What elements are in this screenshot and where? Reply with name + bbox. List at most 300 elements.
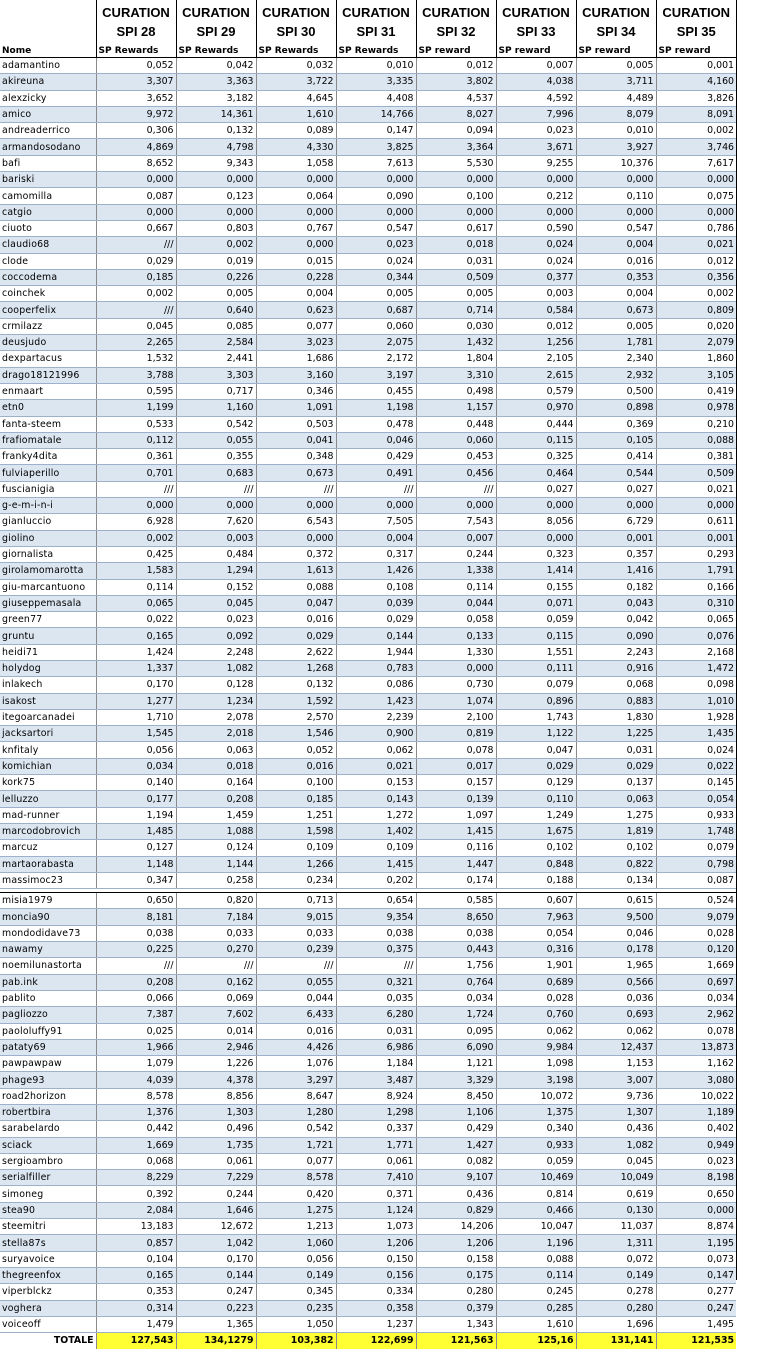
value-cell[interactable]: 8,578 <box>256 1170 336 1186</box>
value-cell[interactable]: 0,185 <box>256 791 336 807</box>
value-cell[interactable]: 1,199 <box>96 400 176 416</box>
value-cell[interactable]: 0,032 <box>256 58 336 74</box>
value-cell[interactable]: 0,000 <box>256 237 336 253</box>
value-cell[interactable]: 7,505 <box>336 514 416 530</box>
value-cell[interactable]: 4,038 <box>496 74 576 90</box>
value-cell[interactable]: 0,024 <box>656 742 736 758</box>
value-cell[interactable]: 3,825 <box>336 139 416 155</box>
user-name-cell[interactable]: etn0 <box>0 400 96 416</box>
value-cell[interactable]: 0,137 <box>576 775 656 791</box>
value-cell[interactable]: 2,265 <box>96 335 176 351</box>
value-cell[interactable]: 8,056 <box>496 514 576 530</box>
value-cell[interactable]: 0,019 <box>176 253 256 269</box>
total-cell[interactable]: 121,535 <box>656 1333 736 1349</box>
value-cell[interactable]: 0,028 <box>656 925 736 941</box>
user-name-cell[interactable]: road2horizon <box>0 1088 96 1104</box>
value-cell[interactable]: 0,547 <box>336 220 416 236</box>
value-cell[interactable]: 0,130 <box>576 1202 656 1218</box>
value-cell[interactable]: 0,031 <box>416 253 496 269</box>
value-cell[interactable]: 0,544 <box>576 465 656 481</box>
user-name-cell[interactable]: camomilla <box>0 188 96 204</box>
user-name-cell[interactable]: suryavoice <box>0 1251 96 1267</box>
value-cell[interactable]: 0,000 <box>656 1202 736 1218</box>
value-cell[interactable]: 0,000 <box>496 530 576 546</box>
value-cell[interactable]: 0,002 <box>176 237 256 253</box>
value-cell[interactable]: 0,021 <box>656 237 736 253</box>
total-cell[interactable]: 121,563 <box>416 1333 496 1349</box>
value-cell[interactable]: 0,012 <box>496 318 576 334</box>
value-cell[interactable]: 0,683 <box>176 465 256 481</box>
value-cell[interactable]: 0,453 <box>416 449 496 465</box>
value-cell[interactable]: 0,043 <box>576 595 656 611</box>
value-cell[interactable]: 0,023 <box>496 123 576 139</box>
value-cell[interactable]: 0,005 <box>416 286 496 302</box>
user-name-cell[interactable]: massimoc23 <box>0 872 96 888</box>
value-cell[interactable]: 0,185 <box>96 269 176 285</box>
value-cell[interactable]: 1,376 <box>96 1105 176 1121</box>
user-name-cell[interactable]: fulviaperillo <box>0 465 96 481</box>
value-cell[interactable]: 0,247 <box>176 1284 256 1300</box>
value-cell[interactable]: 0,819 <box>416 726 496 742</box>
value-cell[interactable]: 4,408 <box>336 90 416 106</box>
value-cell[interactable]: 1,532 <box>96 351 176 367</box>
value-cell[interactable]: 8,650 <box>416 909 496 925</box>
value-cell[interactable]: 0,000 <box>656 172 736 188</box>
value-cell[interactable]: 0,116 <box>416 840 496 856</box>
value-cell[interactable]: 1,144 <box>176 856 256 872</box>
user-name-cell[interactable]: robertbira <box>0 1105 96 1121</box>
value-cell[interactable]: 0,000 <box>256 498 336 514</box>
value-cell[interactable]: 0,355 <box>176 449 256 465</box>
value-cell[interactable]: /// <box>96 302 176 318</box>
value-cell[interactable]: 3,363 <box>176 74 256 90</box>
value-cell[interactable]: 0,060 <box>336 318 416 334</box>
value-cell[interactable]: 0,000 <box>256 172 336 188</box>
value-cell[interactable]: 1,198 <box>336 400 416 416</box>
value-cell[interactable]: 0,239 <box>256 942 336 958</box>
value-cell[interactable]: 3,297 <box>256 1072 336 1088</box>
value-cell[interactable]: 0,002 <box>96 530 176 546</box>
user-name-cell[interactable]: lelluzzo <box>0 791 96 807</box>
user-name-cell[interactable]: clode <box>0 253 96 269</box>
value-cell[interactable]: 0,697 <box>656 974 736 990</box>
value-cell[interactable]: 0,068 <box>96 1153 176 1169</box>
value-cell[interactable]: 0,078 <box>416 742 496 758</box>
value-cell[interactable]: 0,689 <box>496 974 576 990</box>
value-cell[interactable]: 2,084 <box>96 1202 176 1218</box>
value-cell[interactable]: 0,000 <box>336 172 416 188</box>
value-cell[interactable]: 0,123 <box>176 188 256 204</box>
value-cell[interactable]: 0,478 <box>336 416 416 432</box>
value-cell[interactable]: 0,667 <box>96 220 176 236</box>
user-name-cell[interactable]: serialfiller <box>0 1170 96 1186</box>
value-cell[interactable]: 0,033 <box>256 925 336 941</box>
value-cell[interactable]: 0,717 <box>176 383 256 399</box>
value-cell[interactable]: 0,377 <box>496 269 576 285</box>
value-cell[interactable]: 0,414 <box>576 449 656 465</box>
value-cell[interactable]: 0,673 <box>256 465 336 481</box>
value-cell[interactable]: 0,166 <box>656 579 736 595</box>
value-cell[interactable]: 0,027 <box>496 481 576 497</box>
value-cell[interactable]: 0,022 <box>96 612 176 628</box>
value-cell[interactable]: 0,005 <box>336 286 416 302</box>
value-cell[interactable]: 0,038 <box>336 925 416 941</box>
value-cell[interactable]: 0,005 <box>176 286 256 302</box>
value-cell[interactable]: 1,485 <box>96 823 176 839</box>
value-cell[interactable]: 0,102 <box>496 840 576 856</box>
value-cell[interactable]: 0,280 <box>576 1300 656 1316</box>
value-cell[interactable]: 0,687 <box>336 302 416 318</box>
value-cell[interactable]: 0,042 <box>576 612 656 628</box>
value-cell[interactable]: 0,005 <box>576 318 656 334</box>
value-cell[interactable]: 0,041 <box>256 432 336 448</box>
column-title[interactable]: CURATION SPI 35 <box>656 0 736 45</box>
value-cell[interactable]: 0,088 <box>496 1251 576 1267</box>
value-cell[interactable]: 2,239 <box>336 709 416 725</box>
value-cell[interactable]: 1,338 <box>416 563 496 579</box>
value-cell[interactable]: 0,066 <box>96 990 176 1006</box>
value-cell[interactable]: 0,425 <box>96 546 176 562</box>
value-cell[interactable]: 0,337 <box>336 1121 416 1137</box>
value-cell[interactable]: 0,228 <box>256 269 336 285</box>
value-cell[interactable]: 0,077 <box>256 318 336 334</box>
user-name-cell[interactable]: franky4dita <box>0 449 96 465</box>
value-cell[interactable]: 1,592 <box>256 693 336 709</box>
value-cell[interactable]: 1,432 <box>416 335 496 351</box>
value-cell[interactable]: 0,566 <box>576 974 656 990</box>
value-cell[interactable]: /// <box>96 481 176 497</box>
value-cell[interactable]: 0,046 <box>576 925 656 941</box>
value-cell[interactable]: 7,410 <box>336 1170 416 1186</box>
value-cell[interactable]: 3,105 <box>656 367 736 383</box>
user-name-cell[interactable]: kork75 <box>0 775 96 791</box>
value-cell[interactable]: 1,082 <box>176 660 256 676</box>
value-cell[interactable]: 0,132 <box>256 677 336 693</box>
value-cell[interactable]: 1,710 <box>96 709 176 725</box>
value-cell[interactable]: 0,381 <box>656 449 736 465</box>
user-name-cell[interactable]: steemitri <box>0 1219 96 1235</box>
value-cell[interactable]: 0,340 <box>496 1121 576 1137</box>
value-cell[interactable]: 0,034 <box>416 990 496 1006</box>
value-cell[interactable]: 1,551 <box>496 644 576 660</box>
value-cell[interactable]: 0,145 <box>656 775 736 791</box>
value-cell[interactable]: 0,595 <box>96 383 176 399</box>
value-cell[interactable]: 0,402 <box>656 1121 736 1137</box>
value-cell[interactable]: 7,184 <box>176 909 256 925</box>
value-cell[interactable]: 0,419 <box>656 383 736 399</box>
value-cell[interactable]: 0,090 <box>576 628 656 644</box>
value-cell[interactable]: 0,000 <box>256 204 336 220</box>
value-cell[interactable]: 0,134 <box>576 872 656 888</box>
value-cell[interactable]: 1,781 <box>576 335 656 351</box>
value-cell[interactable]: 0,031 <box>336 1023 416 1039</box>
value-cell[interactable]: 0,094 <box>416 123 496 139</box>
value-cell[interactable]: 0,623 <box>256 302 336 318</box>
value-cell[interactable]: 6,543 <box>256 514 336 530</box>
value-cell[interactable]: 0,420 <box>256 1186 336 1202</box>
value-cell[interactable]: 1,613 <box>256 563 336 579</box>
value-cell[interactable]: /// <box>256 481 336 497</box>
user-name-cell[interactable]: mad-runner <box>0 807 96 823</box>
value-cell[interactable]: 0,018 <box>416 237 496 253</box>
value-cell[interactable]: 9,500 <box>576 909 656 925</box>
value-cell[interactable]: 0,542 <box>256 1121 336 1137</box>
value-cell[interactable]: 1,721 <box>256 1137 336 1153</box>
value-cell[interactable]: 0,065 <box>96 595 176 611</box>
user-name-cell[interactable]: gruntu <box>0 628 96 644</box>
value-cell[interactable]: 0,114 <box>96 579 176 595</box>
value-cell[interactable]: 0,059 <box>496 612 576 628</box>
subheader-cell[interactable]: SP reward <box>656 45 736 58</box>
user-name-cell[interactable]: crmilazz <box>0 318 96 334</box>
value-cell[interactable]: 0,149 <box>576 1267 656 1283</box>
user-name-cell[interactable]: paololuffy91 <box>0 1023 96 1039</box>
user-name-cell[interactable]: viperblckz <box>0 1284 96 1300</box>
total-cell[interactable]: 122,699 <box>336 1333 416 1349</box>
value-cell[interactable]: 3,652 <box>96 90 176 106</box>
value-cell[interactable]: 0,129 <box>496 775 576 791</box>
value-cell[interactable]: 0,077 <box>256 1153 336 1169</box>
value-cell[interactable]: 0,029 <box>256 628 336 644</box>
value-cell[interactable]: 1,545 <box>96 726 176 742</box>
value-cell[interactable]: 0,004 <box>576 237 656 253</box>
value-cell[interactable]: 7,613 <box>336 155 416 171</box>
value-cell[interactable]: 1,965 <box>576 958 656 974</box>
value-cell[interactable]: /// <box>256 958 336 974</box>
value-cell[interactable]: 12,672 <box>176 1219 256 1235</box>
value-cell[interactable]: 0,147 <box>656 1267 736 1283</box>
value-cell[interactable]: 0,547 <box>576 220 656 236</box>
value-cell[interactable]: 1,646 <box>176 1202 256 1218</box>
value-cell[interactable]: 0,372 <box>256 546 336 562</box>
value-cell[interactable]: 0,033 <box>176 925 256 941</box>
value-cell[interactable]: 3,197 <box>336 367 416 383</box>
value-cell[interactable]: 0,114 <box>416 579 496 595</box>
user-name-cell[interactable]: drago18121996 <box>0 367 96 383</box>
value-cell[interactable]: 12,437 <box>576 1039 656 1055</box>
value-cell[interactable]: 0,065 <box>656 612 736 628</box>
user-name-cell[interactable]: nawamy <box>0 942 96 958</box>
value-cell[interactable]: 0,978 <box>656 400 736 416</box>
value-cell[interactable]: 0,323 <box>496 546 576 562</box>
user-name-cell[interactable]: sarabelardo <box>0 1121 96 1137</box>
value-cell[interactable]: 0,170 <box>96 677 176 693</box>
value-cell[interactable]: 1,804 <box>416 351 496 367</box>
value-cell[interactable]: 6,986 <box>336 1039 416 1055</box>
user-name-cell[interactable]: itegoarcanadei <box>0 709 96 725</box>
value-cell[interactable]: 0,524 <box>656 893 736 909</box>
user-name-cell[interactable]: armandosodano <box>0 139 96 155</box>
value-cell[interactable]: 0,002 <box>656 123 736 139</box>
value-cell[interactable]: 1,830 <box>576 709 656 725</box>
value-cell[interactable]: 0,000 <box>416 204 496 220</box>
value-cell[interactable]: 0,883 <box>576 693 656 709</box>
value-cell[interactable]: 0,144 <box>336 628 416 644</box>
value-cell[interactable]: 0,369 <box>576 416 656 432</box>
value-cell[interactable]: 0,000 <box>576 172 656 188</box>
value-cell[interactable]: 0,000 <box>416 498 496 514</box>
value-cell[interactable]: 0,071 <box>496 595 576 611</box>
value-cell[interactable]: 0,208 <box>176 791 256 807</box>
user-name-cell[interactable]: sergioambro <box>0 1153 96 1169</box>
value-cell[interactable]: 0,353 <box>576 269 656 285</box>
user-name-cell[interactable]: giuseppemasala <box>0 595 96 611</box>
value-cell[interactable]: 0,347 <box>96 872 176 888</box>
value-cell[interactable]: 9,015 <box>256 909 336 925</box>
value-cell[interactable]: 0,027 <box>576 481 656 497</box>
value-cell[interactable]: 0,088 <box>656 432 736 448</box>
column-title[interactable]: CURATION SPI 34 <box>576 0 656 45</box>
value-cell[interactable]: 2,615 <box>496 367 576 383</box>
value-cell[interactable]: 0,021 <box>656 481 736 497</box>
value-cell[interactable]: 0,436 <box>416 1186 496 1202</box>
value-cell[interactable]: 1,213 <box>256 1219 336 1235</box>
value-cell[interactable]: 0,108 <box>336 579 416 595</box>
value-cell[interactable]: 0,285 <box>496 1300 576 1316</box>
value-cell[interactable]: 0,021 <box>336 758 416 774</box>
value-cell[interactable]: 1,266 <box>256 856 336 872</box>
value-cell[interactable]: 0,764 <box>416 974 496 990</box>
value-cell[interactable]: 1,860 <box>656 351 736 367</box>
value-cell[interactable]: 4,798 <box>176 139 256 155</box>
value-cell[interactable]: 0,069 <box>176 990 256 1006</box>
value-cell[interactable]: 0,278 <box>576 1284 656 1300</box>
value-cell[interactable]: 0,464 <box>496 465 576 481</box>
value-cell[interactable]: 0,158 <box>416 1251 496 1267</box>
value-cell[interactable]: 6,090 <box>416 1039 496 1055</box>
value-cell[interactable]: 0,429 <box>336 449 416 465</box>
value-cell[interactable]: 1,402 <box>336 823 416 839</box>
value-cell[interactable]: 1,226 <box>176 1056 256 1072</box>
value-cell[interactable]: 0,730 <box>416 677 496 693</box>
value-cell[interactable]: 6,729 <box>576 514 656 530</box>
value-cell[interactable]: 0,024 <box>496 237 576 253</box>
value-cell[interactable]: 1,748 <box>656 823 736 839</box>
value-cell[interactable]: 0,016 <box>256 1023 336 1039</box>
value-cell[interactable]: 0,004 <box>256 286 336 302</box>
value-cell[interactable]: 0,104 <box>96 1251 176 1267</box>
value-cell[interactable]: 2,962 <box>656 1007 736 1023</box>
value-cell[interactable]: 0,896 <box>496 693 576 709</box>
value-cell[interactable]: 1,610 <box>256 106 336 122</box>
value-cell[interactable]: 2,105 <box>496 351 576 367</box>
value-cell[interactable]: 3,080 <box>656 1072 736 1088</box>
value-cell[interactable]: 0,110 <box>496 791 576 807</box>
value-cell[interactable]: 0,034 <box>656 990 736 1006</box>
value-cell[interactable]: 0,056 <box>256 1251 336 1267</box>
value-cell[interactable]: 0,115 <box>496 432 576 448</box>
value-cell[interactable]: 0,247 <box>656 1300 736 1316</box>
value-cell[interactable]: 0,344 <box>336 269 416 285</box>
value-cell[interactable]: 0,814 <box>496 1186 576 1202</box>
user-name-cell[interactable]: stea90 <box>0 1202 96 1218</box>
value-cell[interactable]: /// <box>96 237 176 253</box>
value-cell[interactable]: 8,198 <box>656 1170 736 1186</box>
value-cell[interactable]: 0,829 <box>416 1202 496 1218</box>
value-cell[interactable]: 0,132 <box>176 123 256 139</box>
value-cell[interactable]: 0,617 <box>416 220 496 236</box>
value-cell[interactable]: 1,079 <box>96 1056 176 1072</box>
value-cell[interactable]: 0,174 <box>416 872 496 888</box>
value-cell[interactable]: 10,022 <box>656 1088 736 1104</box>
user-name-cell[interactable]: moncia90 <box>0 909 96 925</box>
value-cell[interactable]: 4,537 <box>416 90 496 106</box>
value-cell[interactable]: 0,079 <box>496 677 576 693</box>
value-cell[interactable]: 7,387 <box>96 1007 176 1023</box>
value-cell[interactable]: 0,448 <box>416 416 496 432</box>
value-cell[interactable]: 0,098 <box>656 677 736 693</box>
user-name-cell[interactable]: pablito <box>0 990 96 1006</box>
user-name-cell[interactable]: giornalista <box>0 546 96 562</box>
value-cell[interactable]: 1,122 <box>496 726 576 742</box>
value-cell[interactable]: 0,085 <box>176 318 256 334</box>
value-cell[interactable]: 0,673 <box>576 302 656 318</box>
value-cell[interactable]: 0,000 <box>96 172 176 188</box>
value-cell[interactable]: 1,819 <box>576 823 656 839</box>
value-cell[interactable]: 2,168 <box>656 644 736 660</box>
value-cell[interactable]: 0,062 <box>576 1023 656 1039</box>
value-cell[interactable]: /// <box>96 958 176 974</box>
value-cell[interactable]: 1,479 <box>96 1316 176 1332</box>
subheader-cell[interactable]: SP Rewards <box>176 45 256 58</box>
value-cell[interactable]: 1,121 <box>416 1056 496 1072</box>
value-cell[interactable]: 0,579 <box>496 383 576 399</box>
value-cell[interactable]: 0,182 <box>576 579 656 595</box>
value-cell[interactable]: 0,038 <box>416 925 496 941</box>
value-cell[interactable]: 1,196 <box>496 1235 576 1251</box>
value-cell[interactable]: 0,002 <box>656 286 736 302</box>
value-cell[interactable]: 0,153 <box>336 775 416 791</box>
value-cell[interactable]: 0,491 <box>336 465 416 481</box>
value-cell[interactable]: 0,000 <box>96 204 176 220</box>
value-cell[interactable]: 0,001 <box>656 530 736 546</box>
value-cell[interactable]: 1,050 <box>256 1316 336 1332</box>
value-cell[interactable]: 1,427 <box>416 1137 496 1153</box>
value-cell[interactable]: 0,090 <box>336 188 416 204</box>
value-cell[interactable]: 0,306 <box>96 123 176 139</box>
value-cell[interactable]: 0,029 <box>336 612 416 628</box>
value-cell[interactable]: 0,000 <box>176 204 256 220</box>
value-cell[interactable]: 7,229 <box>176 1170 256 1186</box>
value-cell[interactable]: /// <box>176 481 256 497</box>
value-cell[interactable]: 0,016 <box>256 758 336 774</box>
value-cell[interactable]: 1,189 <box>656 1105 736 1121</box>
value-cell[interactable]: 0,316 <box>496 942 576 958</box>
value-cell[interactable]: 0,000 <box>256 530 336 546</box>
value-cell[interactable]: 1,928 <box>656 709 736 725</box>
value-cell[interactable]: 0,798 <box>656 856 736 872</box>
user-name-cell[interactable]: adamantino <box>0 58 96 74</box>
value-cell[interactable]: 0,585 <box>416 893 496 909</box>
value-cell[interactable]: 0,078 <box>656 1023 736 1039</box>
user-name-cell[interactable]: coccodema <box>0 269 96 285</box>
value-cell[interactable]: 0,916 <box>576 660 656 676</box>
value-cell[interactable]: 1,771 <box>336 1137 416 1153</box>
value-cell[interactable]: 1,206 <box>416 1235 496 1251</box>
value-cell[interactable]: 3,303 <box>176 367 256 383</box>
value-cell[interactable]: 1,256 <box>496 335 576 351</box>
value-cell[interactable]: 0,325 <box>496 449 576 465</box>
value-cell[interactable]: 0,619 <box>576 1186 656 1202</box>
value-cell[interactable]: 0,112 <box>96 432 176 448</box>
value-cell[interactable]: 8,027 <box>416 106 496 122</box>
value-cell[interactable]: 14,766 <box>336 106 416 122</box>
value-cell[interactable]: 0,640 <box>176 302 256 318</box>
value-cell[interactable]: 0,029 <box>496 758 576 774</box>
value-cell[interactable]: 3,788 <box>96 367 176 383</box>
value-cell[interactable]: 0,149 <box>256 1267 336 1283</box>
value-cell[interactable]: 0,045 <box>576 1153 656 1169</box>
